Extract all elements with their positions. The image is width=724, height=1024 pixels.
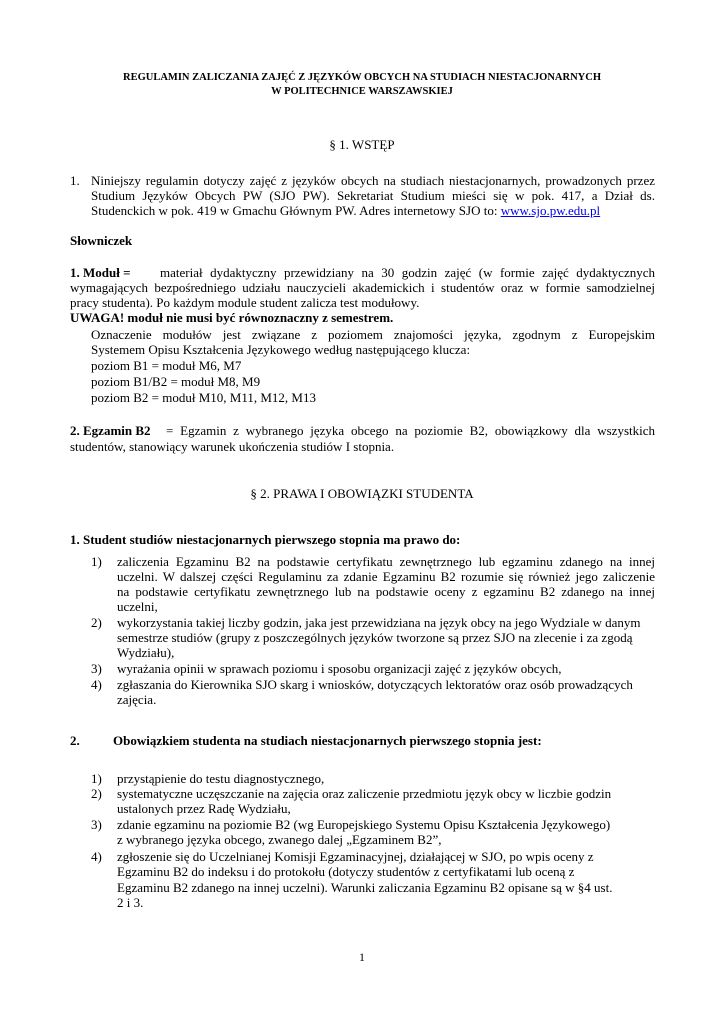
duty-4-line-2: Egzaminu B2 do indeksu i do protokołu (dotyczy studentów z certyfikatami lub oceną z — [117, 864, 575, 879]
module-term: 1. Moduł = — [70, 265, 131, 280]
exam-definition-text: = Egzamin z wybranego języka obcego na poziomie B2, obowiązkowy dla wszystkich — [166, 423, 655, 438]
level-b2: poziom B2 = moduł M10, M11, M12, M13 — [91, 390, 316, 405]
module-warning: UWAGA! moduł nie musi być równoznaczny z semestrem. — [70, 310, 394, 325]
level-b1-b2: poziom B1/B2 = moduł M8, M9 — [91, 374, 261, 389]
paragraph-1-line-2: Studium Języków Obcych PW (SJO PW). Sekretariat Studium mieści się w pok. 417, a Dział ds. — [91, 188, 655, 203]
duty-1-number: 1) — [91, 771, 102, 786]
module-levels-intro-line-2: Systemem Opisu Kształcenia Językowego według następującego klucza: — [91, 342, 471, 357]
duty-4-line-3: Egzaminu B2 zdanego na innej uczelni). Warunki zaliczania Egzaminu B2 opisane są w §4 ust. — [117, 880, 613, 895]
sjo-website-link[interactable]: www.sjo.pw.edu.pl — [500, 203, 601, 218]
module-definition-line-3: pracy studenta). Po każdym module student zalicza test modułowy. — [70, 295, 420, 310]
right-2-line-3: Wydziału), — [117, 645, 175, 660]
document-title-line-2: W POLITECHNICE WARSZAWSKIEJ — [271, 86, 453, 97]
page-number: 1 — [359, 950, 365, 964]
right-4-line-1: zgłaszania do Kierownika SJO skarg i wniosków, dotyczących lektoratów oraz osób prowadzących — [117, 677, 633, 692]
right-1-line-2: uczelni. W dalszej części Regulaminu za zdanie Egzaminu B2 rozumie się również jego zaliczenie — [117, 569, 655, 584]
duties-heading: Obowiązkiem studenta na studiach niestacjonarnych pierwszego stopnia jest: — [113, 733, 542, 748]
duty-4-line-4: 2 i 3. — [117, 895, 144, 910]
right-3-number: 3) — [91, 661, 102, 676]
right-1-line-1: zaliczenia Egzaminu B2 na podstawie certyfikatu zewnętrznego lub egzaminu zdanego na innej — [117, 554, 655, 569]
exam-term: 2. Egzamin B2 — [70, 423, 151, 438]
section-1-heading: § 1. WSTĘP — [329, 137, 395, 152]
document-title-line-1: REGULAMIN ZALICZANIA ZAJĘĆ Z JĘZYKÓW OBCYCH NA STUDIACH NIESTACJONARNYCH — [122, 72, 601, 83]
right-2-line-1: wykorzystania takiej liczby godzin, jaka jest przewidziana na język obcy na jego Wydziale w danym — [117, 615, 641, 630]
glossary-heading: Słowniczek — [70, 233, 133, 248]
paragraph-1-line-3 — [91, 203, 600, 218]
duty-4-line-1: zgłoszenie się do Uczelnianej Komisji Egzaminacyjnej, działającej w SJO, po wpis oceny z — [117, 849, 594, 864]
duty-2-number: 2) — [91, 786, 102, 801]
duty-3-line-1: zdanie egzaminu na poziomie B2 (wg Europejskiego Systemu Opisu Kształcenia Językowego) — [117, 817, 611, 832]
right-4-number: 4) — [91, 677, 102, 692]
right-1-number: 1) — [91, 554, 102, 569]
duty-3-line-2: z wybranego języka obcego, zwanego dalej „Egzaminem B2”, — [117, 832, 442, 847]
section-2-heading: § 2. PRAWA I OBOWIĄZKI STUDENTA — [250, 486, 474, 501]
module-levels-intro-line-1: Oznaczenie modułów jest związane z poziomem znajomości języka, zgodnym z Europejskim — [91, 327, 655, 342]
paragraph-1-number: 1. — [70, 173, 80, 188]
rights-heading: 1. Student studiów niestacjonarnych pierwszego stopnia ma prawo do: — [70, 532, 461, 547]
module-definition-text: materiał dydaktyczny przewidziany na 30 godzin zajęć (w formie zajęć dydaktycznych — [160, 265, 655, 280]
exam-definition-line-1 — [70, 423, 655, 438]
module-definition-line-2: wymagających bezpośredniego udziału nauczycieli akademickich i studentów oraz w formie samodzielnej — [70, 280, 655, 295]
duty-3-number: 3) — [91, 817, 102, 832]
right-4-line-2: zajęcia. — [117, 692, 157, 707]
right-1-line-3: na podstawie certyfikatu zewnętrznego lub na podstawie oceny z egzaminu B2 zdanego na innej — [117, 584, 655, 599]
duty-2-line-2: ustalonych przez Radę Wydziału, — [117, 801, 291, 816]
duties-number: 2. — [70, 733, 80, 748]
right-3-line-1: wyrażania opinii w sprawach poziomu i sposobu organizacji zajęć z języków obcych, — [117, 661, 562, 676]
right-2-line-2: semestrze studiów (grupy z poszczególnych języków tworzone są przez SJO na zlecenie i za zgodą — [117, 630, 633, 645]
paragraph-1-line-1: Niniejszy regulamin dotyczy zajęć z języków obcych na studiach niestacjonarnych, prowadzonych przez — [91, 173, 655, 188]
exam-definition-line-2: studentów, stanowiący warunek ukończenia studiów I stopnia. — [70, 439, 395, 454]
paragraph-1-line-3-text: Studenckich w pok. 419 w Gmachu Głównym PW. Adres internetowy SJO to: — [91, 203, 498, 218]
module-definition-line-1 — [70, 265, 655, 280]
duty-1-line-1: przystąpienie do testu diagnostycznego, — [117, 771, 325, 786]
right-1-line-4: uczelni, — [117, 599, 158, 614]
right-2-number: 2) — [91, 615, 102, 630]
level-b1: poziom B1 = moduł M6, M7 — [91, 358, 242, 373]
duty-4-number: 4) — [91, 849, 102, 864]
duty-2-line-1: systematyczne uczęszczanie na zajęcia oraz zaliczenie przedmiotu język obcy w liczbie godzin — [117, 786, 612, 801]
